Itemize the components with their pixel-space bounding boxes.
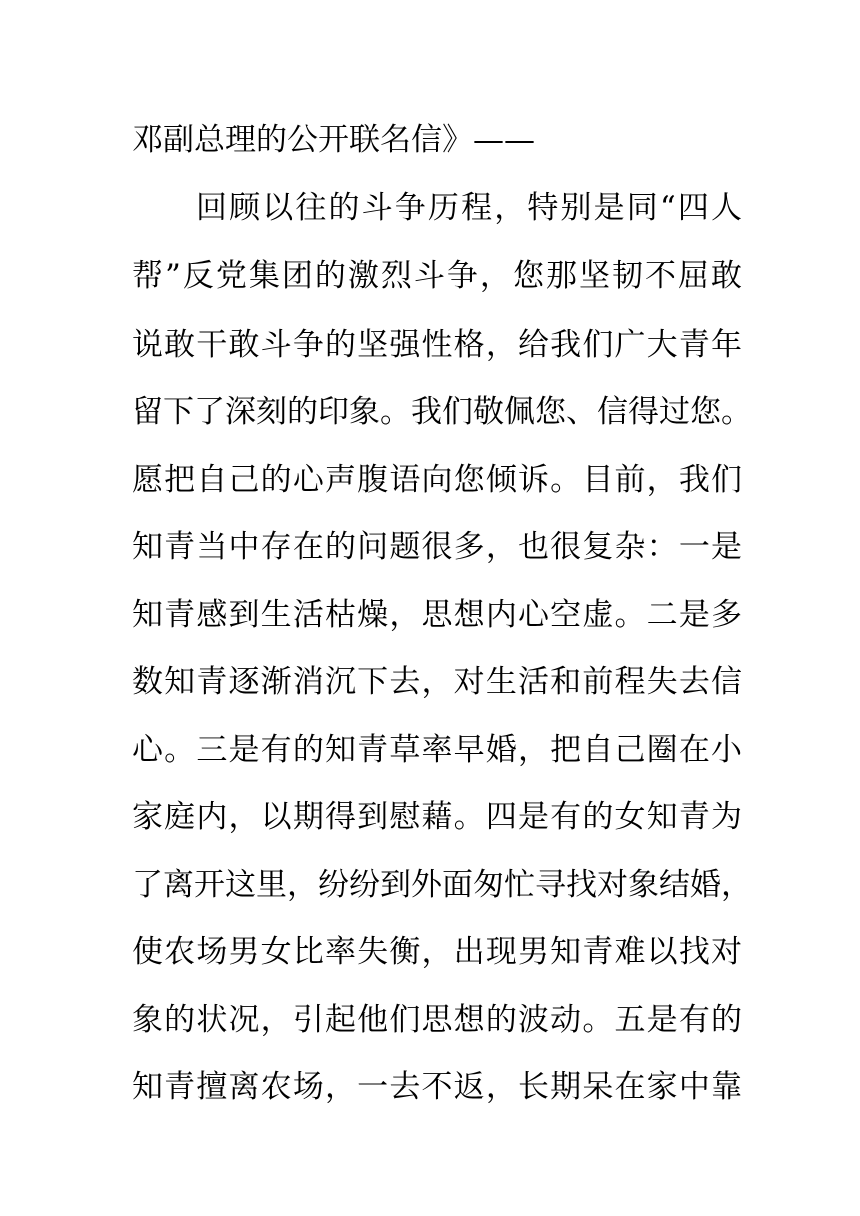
- text-line-9: 数知青逐渐消沉下去，对生活和前程失去信: [132, 664, 742, 700]
- text-line-15: 知青擅离农场，一去不返，长期呆在家中靠: [132, 1069, 742, 1105]
- text-line-6: 愿把自己的心声腹语向您倾诉。目前，我们: [132, 462, 742, 498]
- text-line-2: 回顾以往的斗争历程，特别是同“四人: [196, 190, 742, 226]
- text-line-14: 象的状况，引起他们思想的波动。五是有的: [132, 1002, 742, 1038]
- text-line-4: 说敢干敢斗争的坚强性格，给我们广大青年: [132, 327, 742, 363]
- text-line-7: 知青当中存在的问题很多，也很复杂：一是: [132, 529, 742, 565]
- text-line-3: 帮”反党集团的激烈斗争，您那坚韧不屈敢: [132, 258, 742, 294]
- text-line-12: 了离开这里，纷纷到外面匆忙寻找对象结婚，: [132, 867, 752, 903]
- text-line-5: 留下了深刻的印象。我们敬佩您、信得过您。: [132, 394, 752, 430]
- text-line-11: 家庭内，以期得到慰藉。四是有的女知青为: [132, 799, 742, 835]
- text-line-1: 邓副总理的公开联名信》——: [132, 122, 535, 158]
- text-line-13: 使农场男女比率失衡，出现男知青难以找对: [132, 934, 742, 970]
- text-line-10: 心。三是有的知青草率早婚，把自己圈在小: [132, 732, 742, 768]
- text-line-8: 知青感到生活枯燥，思想内心空虚。二是多: [132, 597, 742, 633]
